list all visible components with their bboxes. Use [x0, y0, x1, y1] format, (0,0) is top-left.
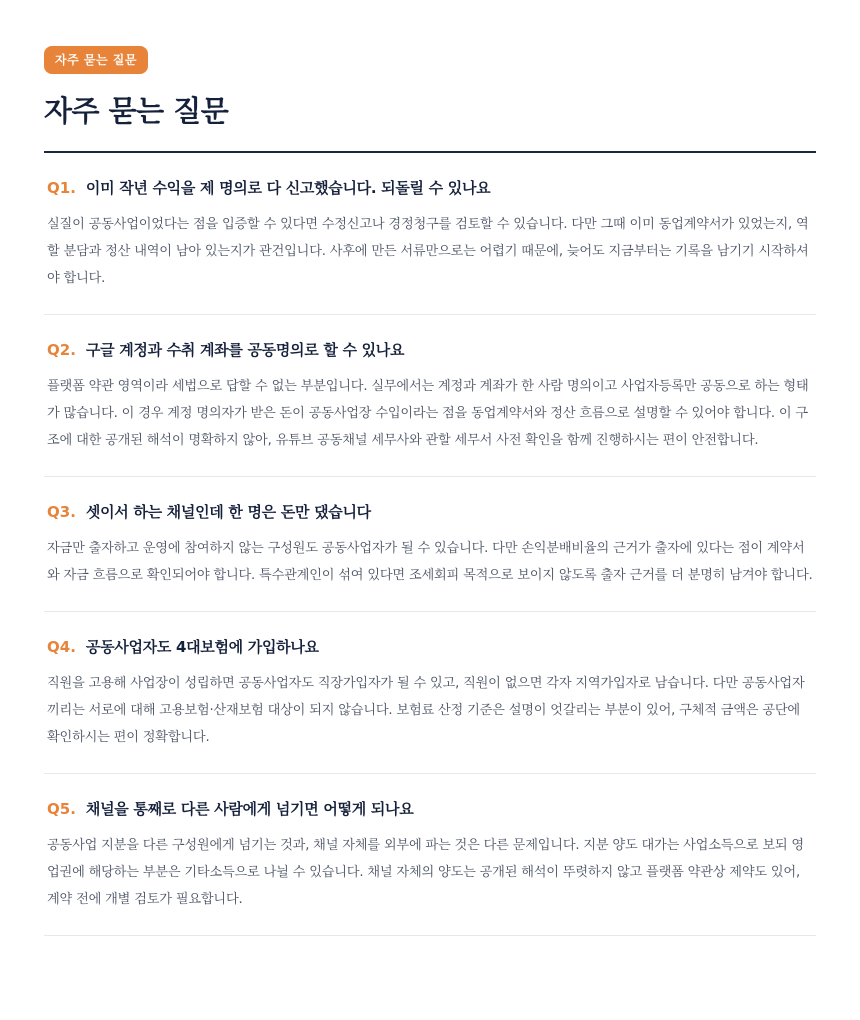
question-number: Q3. — [47, 503, 76, 521]
answer-text: 자금만 출자하고 운영에 참여하지 않는 구성원도 공동사업자가 될 수 있습니다. 다만 손익분배비율의 근거가 출자에 있다는 점이 계약서와 자금 흐름으로 확인되어야 합니다. 특수관계인이 섞여 있다면 조세회피 목적으로 보이지 않도록 출자 근거를 더 분명히 남겨야 합니다. — [47, 541, 813, 583]
faq-item-2 — [44, 315, 816, 477]
page-title: 자주 묻는 질문 — [44, 94, 229, 128]
question-number: Q2. — [47, 341, 76, 359]
faq-item-3 — [44, 477, 816, 612]
faq-list — [44, 153, 816, 936]
question-number: Q4. — [47, 638, 76, 656]
faq-question-row — [44, 339, 816, 360]
faq-question-row — [44, 501, 816, 522]
faq-question-row — [44, 636, 816, 657]
faq-item-1 — [44, 153, 816, 315]
answer-text: 플랫폼 약관 영역이라 세법으로 답할 수 없는 부분입니다. 실무에서는 계정과 계좌가 한 사람 명의이고 사업자등록만 공동으로 하는 형태가 많습니다. 이 경우 계정 명의자가 받은 돈이 공동사업장 수입이라는 점을 동업계약서와 정산 흐름으로 설명할 수 있어야 합니다. 이 구조에 대한 공개된 해석이 명확하지 않아, 유튜브 공동채널 세무사와 관할 세무서 사전 확인을 함께 진행하시는 편이 안전합니다. — [47, 379, 809, 448]
question-text: 셋이서 하는 채널인데 한 명은 돈만 댔습니다 — [85, 503, 371, 521]
question-text: 공동사업자도 4대보험에 가입하나요 — [85, 638, 319, 656]
faq-item-5 — [44, 774, 816, 936]
question-text: 채널을 통째로 다른 사람에게 넘기면 어떻게 되나요 — [85, 800, 414, 818]
answer-text: 공동사업 지분을 다른 구성원에게 넘기는 것과, 채널 자체를 외부에 파는 것은 다른 문제입니다. 지분 양도 대가는 사업소득으로 보되 영업권에 해당하는 부분은 기타소득으로 나뉠 수 있습니다. 채널 자체의 양도는 공개된 해석이 뚜렷하지 않고 플랫폼 약관상 제약도 있어, 계약 전에 개별 검토가 필요합니다. — [47, 838, 804, 907]
faq-question-row — [44, 798, 816, 819]
faq-item-4 — [44, 612, 816, 774]
question-number: Q5. — [47, 800, 76, 818]
question-text: 이미 작년 수익을 제 명의로 다 신고했습니다. 되돌릴 수 있나요 — [85, 179, 491, 197]
section-badge: 자주 묻는 질문 — [44, 46, 148, 74]
question-text: 구글 계정과 수취 계좌를 공동명의로 할 수 있나요 — [85, 341, 405, 359]
answer-text: 직원을 고용해 사업장이 성립하면 공동사업자도 직장가입자가 될 수 있고, 직원이 없으면 각자 지역가입자로 남습니다. 다만 공동사업자끼리는 서로에 대해 고용보험·산재보험 대상이 되지 않습니다. 보험료 산정 기준은 설명이 엇갈리는 부분이 있어, 구체적 금액은 공단에 확인하시는 편이 정확합니다. — [47, 676, 805, 745]
answer-text: 실질이 공동사업이었다는 점을 입증할 수 있다면 수정신고나 경정청구를 검토할 수 있습니다. 다만 그때 이미 동업계약서가 있었는지, 역할 분담과 정산 내역이 남아 있는지가 관건입니다. 사후에 만든 서류만으로는 어렵기 때문에, 늦어도 지금부터는 기록을 남기기 시작하셔야 합니다. — [47, 217, 809, 286]
faq-question-row — [44, 177, 816, 198]
question-number: Q1. — [47, 179, 76, 197]
